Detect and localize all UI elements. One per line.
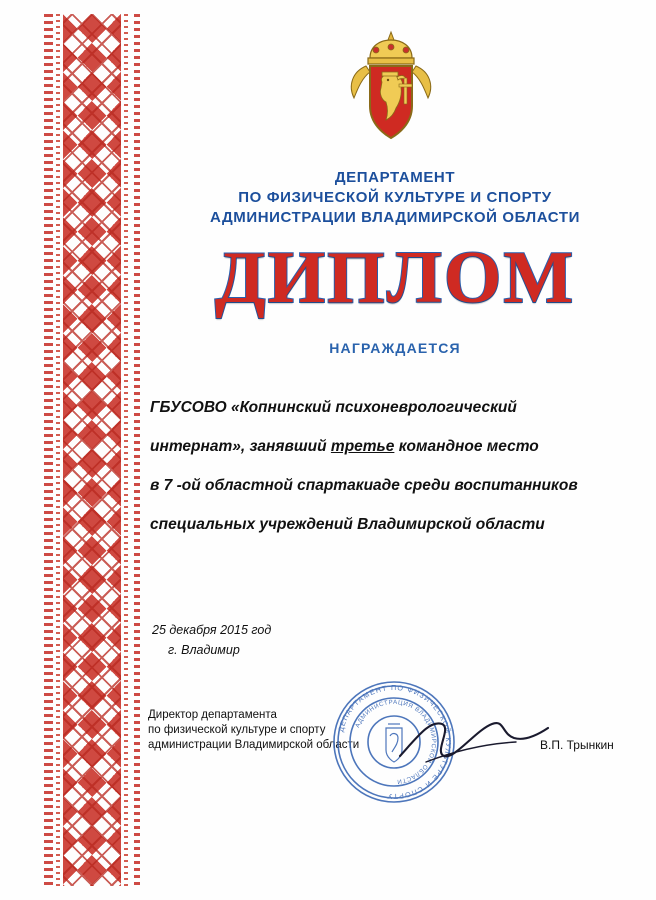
signatory-role <box>148 708 359 753</box>
signatory-role-line-3: администрации Владимирской области <box>148 739 360 751</box>
signatory-role-line-2: по физической культуре и спорту <box>148 724 326 736</box>
ornament-rail-right-inner <box>124 14 128 886</box>
body-line-2-prefix: интернат», занявший <box>150 438 331 455</box>
body-line-4 <box>150 505 640 544</box>
body-line-2-emphasis: третье <box>330 438 395 455</box>
ornament-rail-left-inner <box>56 14 60 886</box>
date-city-block <box>152 620 271 660</box>
awarded-label: НАГРАЖДАЕТСЯ <box>329 340 461 356</box>
award-date: 25 декабря 2015 год <box>152 623 272 637</box>
body-line-2-suffix: командное место <box>394 438 539 455</box>
svg-text:АДМИНИСТРАЦИЯ ВЛАДИМИРСКОЙ ОБЛ: АДМИНИСТРАЦИЯ ВЛАДИМИРСКОЙ ОБЛАСТИ <box>354 698 438 785</box>
official-stamp <box>330 678 458 806</box>
body-line-3 <box>150 466 640 505</box>
body-line-2 <box>150 427 640 466</box>
coat-of-arms-icon <box>336 28 446 144</box>
body-line-1 <box>150 388 640 427</box>
diploma-title-wrap <box>155 237 635 319</box>
department-line-3: АДМИНИСТРАЦИИ ВЛАДИМИРСКОЙ ОБЛАСТИ <box>209 209 580 226</box>
signatory-name: В.П. Трынкин <box>540 738 614 752</box>
diploma-title: ДИПЛОМ <box>214 237 576 319</box>
svg-text:ДЕПАРТАМЕНТ ПО ФИЗИЧЕСКОЙ КУЛЬ: ДЕПАРТАМЕНТ ПО ФИЗИЧЕСКОЙ КУЛЬТУРЕ И СПОРТУ <box>336 682 454 802</box>
body-line-1-text: ГБУСОВО «Копнинский психоневрологический <box>150 399 517 416</box>
body-line-4-text: специальных учреждений Владимирской области <box>150 516 545 533</box>
ornament-rail-right <box>134 14 140 886</box>
signatory-role-line-1: Директор департамента <box>148 709 277 721</box>
award-body-text <box>150 388 640 544</box>
decorative-border-ornament <box>44 14 140 886</box>
award-city: г. Владимир <box>168 643 240 657</box>
ornament-rail-left <box>44 14 53 886</box>
department-line-1: ДЕПАРТАМЕНТ <box>334 169 456 186</box>
department-heading <box>170 168 620 228</box>
ornament-pattern-diamonds <box>63 14 121 886</box>
department-line-2: ПО ФИЗИЧЕСКОЙ КУЛЬТУРЕ И СПОРТУ <box>238 189 552 206</box>
body-line-3-text: в 7 -ой областной спартакиаде среди воспитанников <box>150 477 578 494</box>
